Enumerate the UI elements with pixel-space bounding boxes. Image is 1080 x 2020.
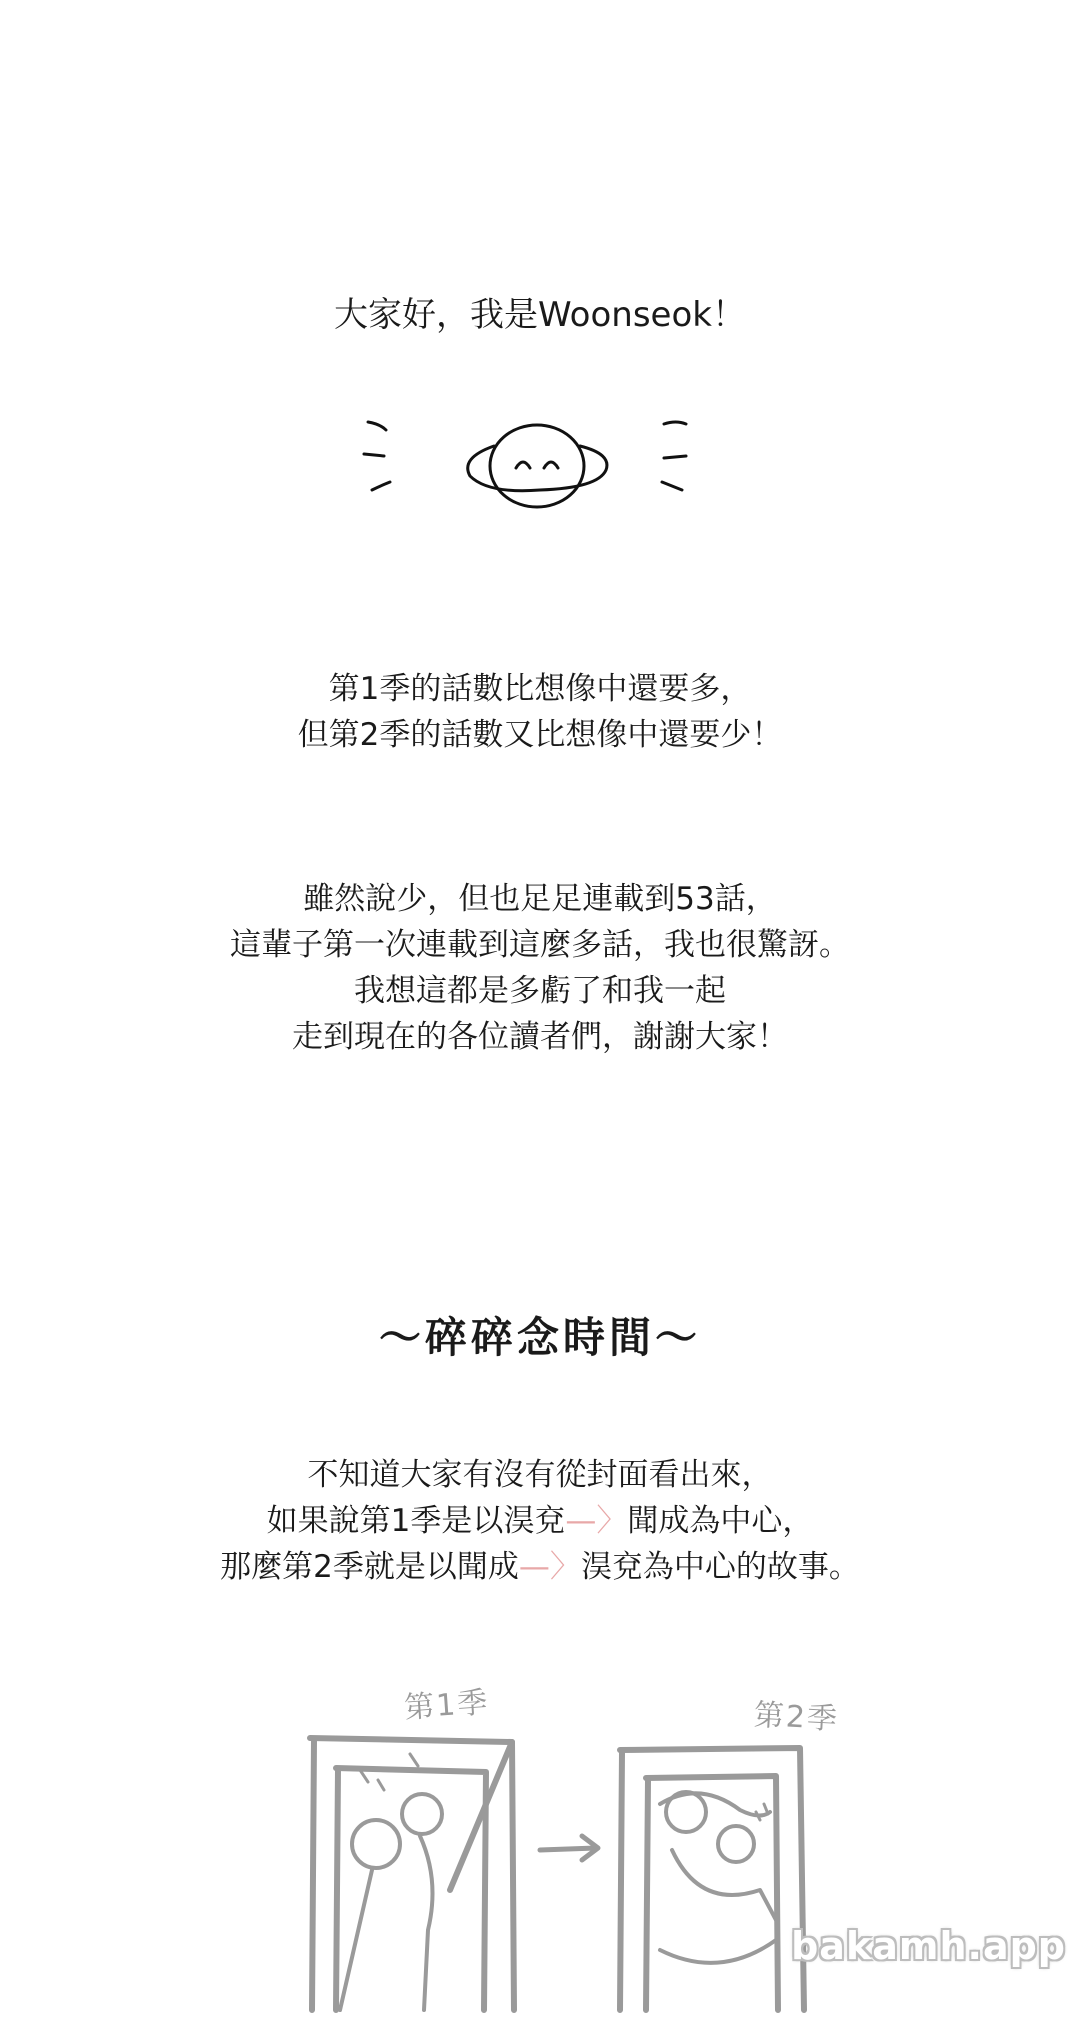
paragraph-line: 雖然說少，但也足足連載到53話， — [303, 881, 777, 917]
arrow-mark: —〉 — [518, 1549, 581, 1585]
paragraph-line: 這輩子第一次連載到這麼多話，我也很驚訝。 — [230, 927, 850, 963]
paragraph-line: 我想這都是多虧了和我一起 — [354, 973, 726, 1009]
section-heading: ～碎碎念時間～ — [378, 1313, 701, 1362]
paragraph-thanks — [0, 876, 1080, 1060]
season1-label: 第1季 — [403, 1685, 491, 1726]
line-text: 聞成為中心， — [627, 1503, 814, 1539]
line-text: 如果說第1季是以淏兗 — [266, 1503, 566, 1539]
season2-label: 第2季 — [752, 1697, 840, 1738]
line-text: 淏兗為中心的故事。 — [580, 1549, 860, 1585]
greeting-text: 大家好，我是Woonseok！ — [334, 295, 746, 335]
paragraph-cover-story — [0, 1452, 1080, 1590]
arrow-mark: —〉 — [565, 1503, 628, 1539]
paragraph-line: 走到現在的各位讀者們，謝謝大家！ — [292, 1019, 788, 1055]
smiling-face-doodle — [0, 410, 1080, 530]
paragraph-line: 但第2季的話數又比想像中還要少！ — [297, 717, 783, 753]
paragraph-line: 第1季的話數比想像中還要多， — [328, 671, 752, 707]
paragraph-line: 不知道大家有沒有從封面看出來， — [307, 1457, 773, 1493]
watermark-logo: bakamh.app — [791, 1924, 1066, 1968]
paragraph-line — [0, 1498, 1080, 1544]
season-covers-sketch — [0, 1720, 1080, 2020]
line-text: 那麼第2季就是以聞成 — [220, 1549, 519, 1585]
paragraph-season-count — [0, 666, 1080, 758]
paragraph-line — [0, 1544, 1080, 1590]
